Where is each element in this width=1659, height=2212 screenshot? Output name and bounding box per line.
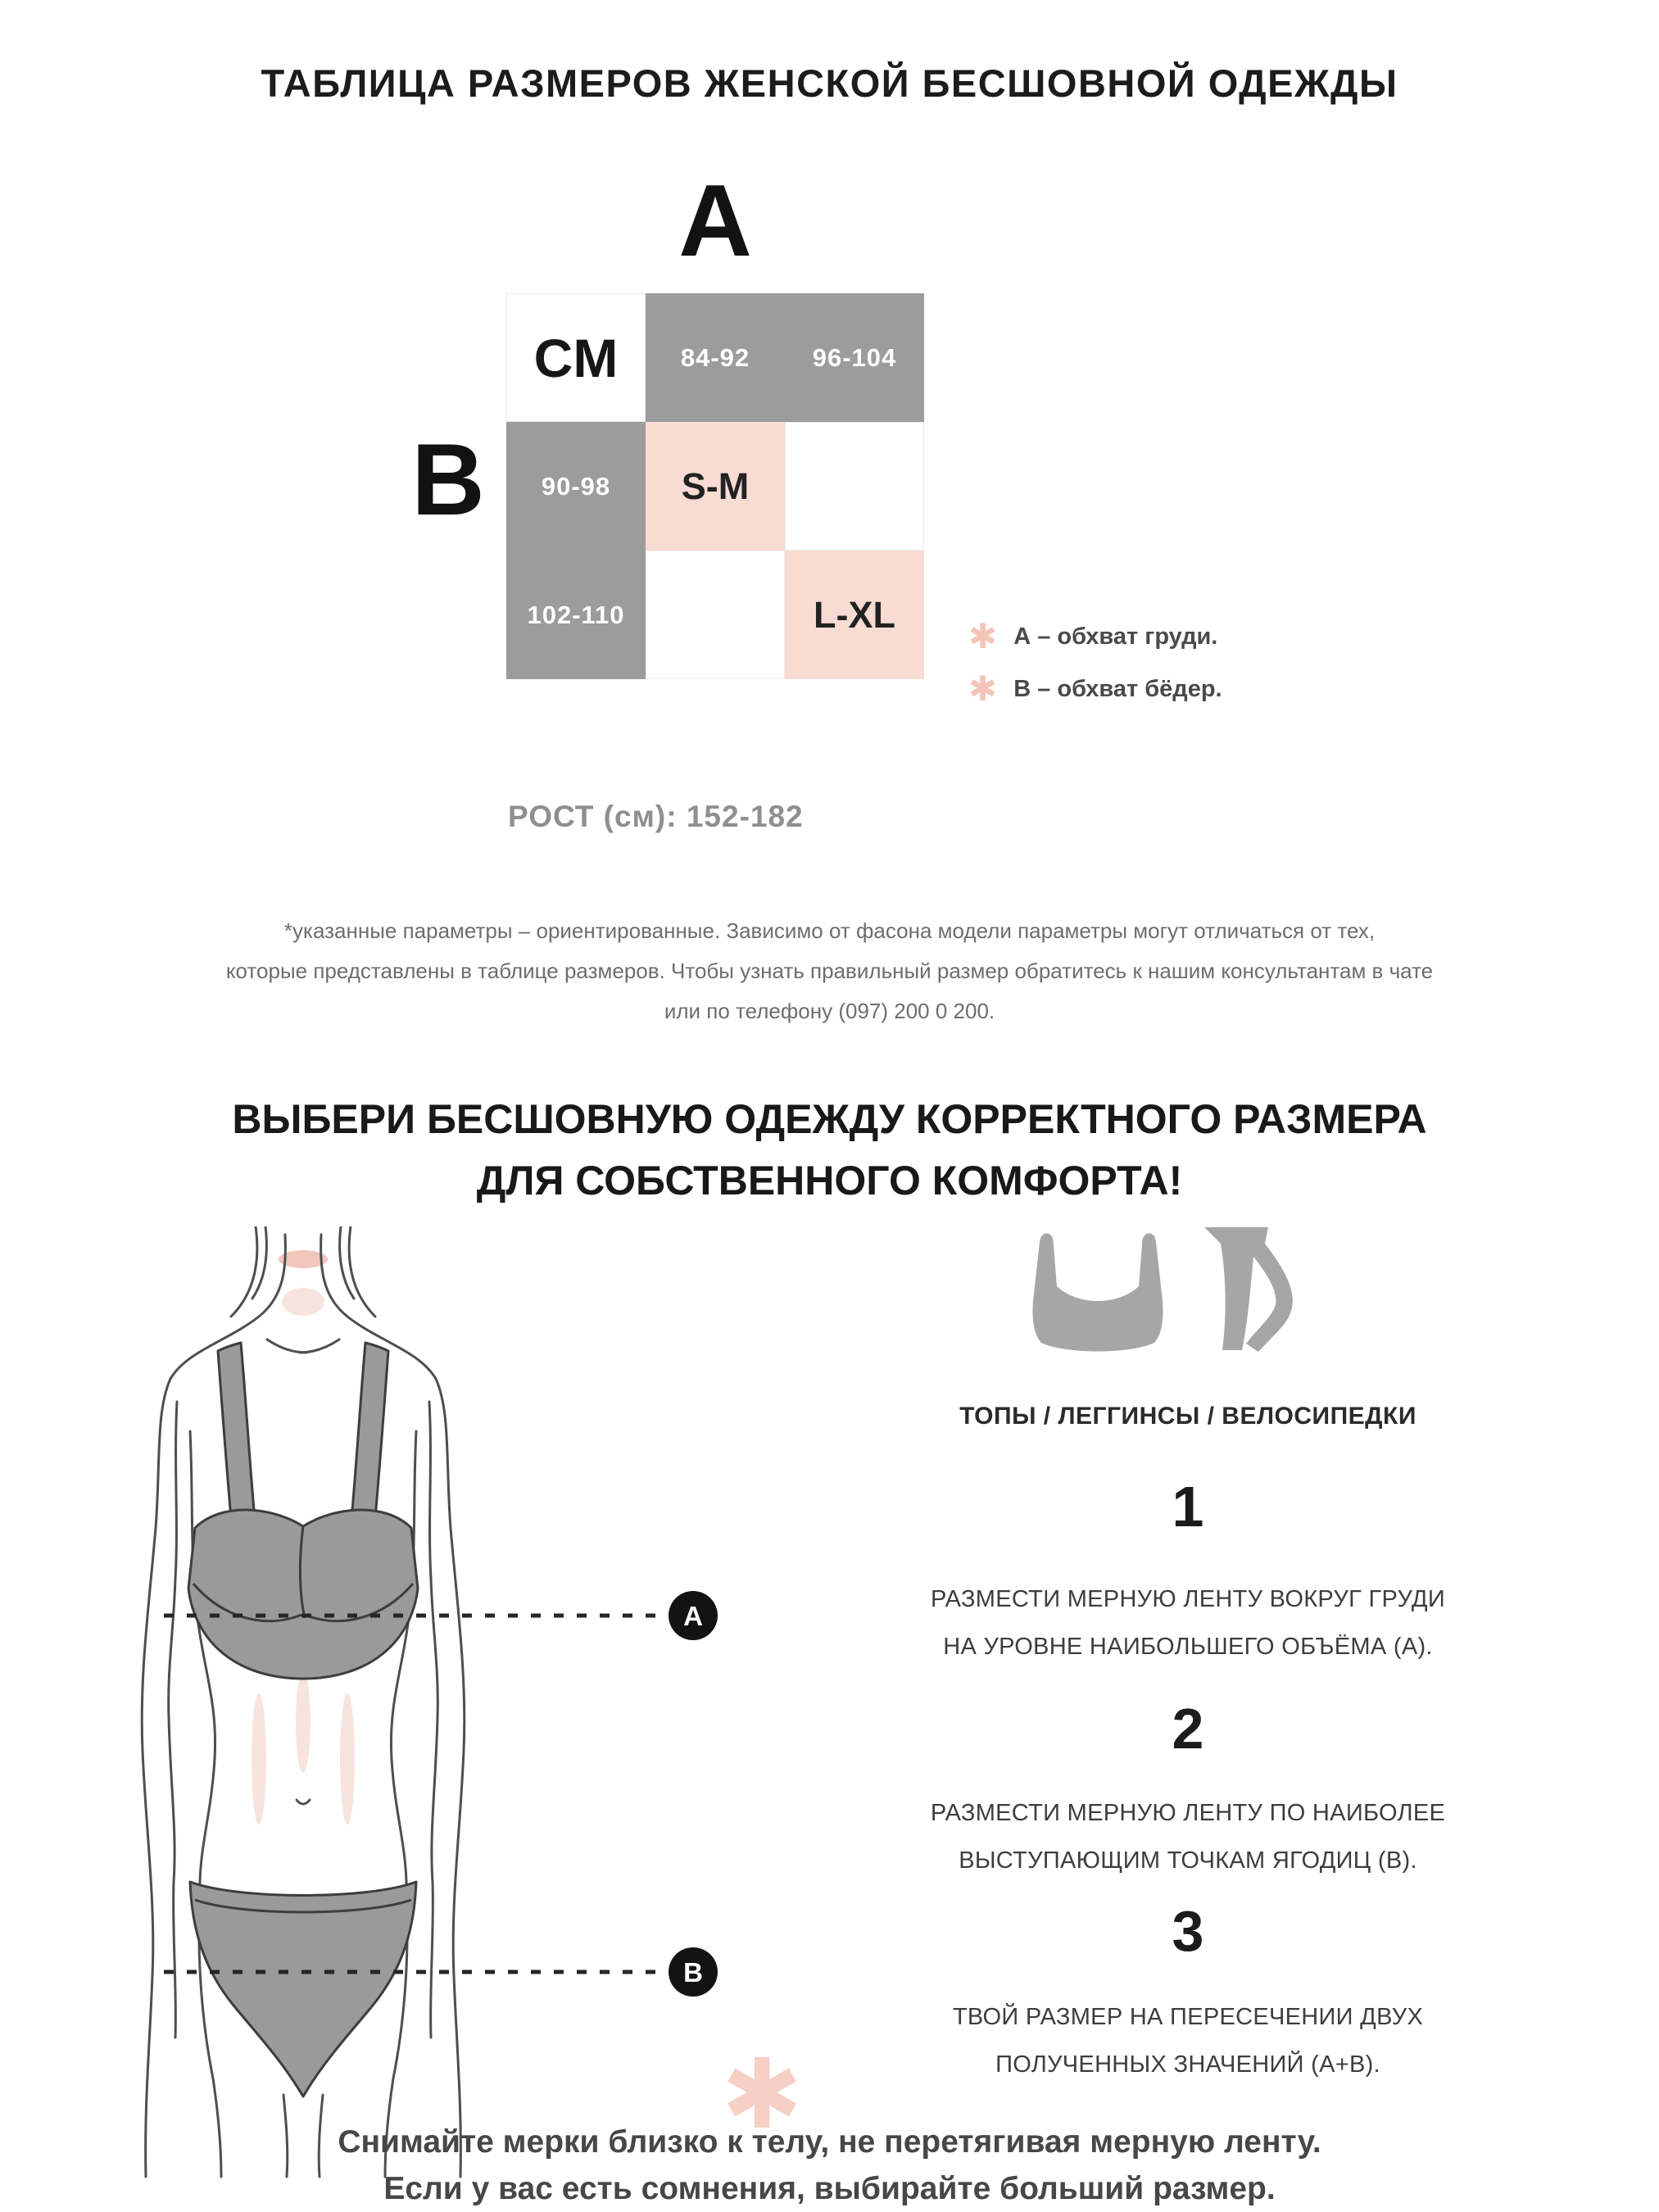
cell-hips-102-110: 102-110 xyxy=(506,551,646,679)
asterisk-icon: ✱ xyxy=(968,617,998,655)
step-text-3 xyxy=(827,1993,1548,2088)
cell-cm: CM xyxy=(506,293,646,422)
cell-bust-84-92: 84-92 xyxy=(646,293,785,422)
bottom-note-line-2: Если у вас есть сомнения, выбирайте больший размер. xyxy=(383,2171,1276,2206)
step-1-line-1: РАЗМЕСТИ МЕРНУЮ ЛЕНТУ ВОКРУГ ГРУДИ xyxy=(930,1586,1446,1612)
cell-size-s-m: S-M xyxy=(646,422,785,551)
marker-b-label: B xyxy=(683,1957,703,1988)
section-heading-line-1: ВЫБЕРИ БЕСШОВНУЮ ОДЕЖДУ КОРРЕКТНОГО РАЗМЕРА xyxy=(232,1096,1427,1142)
bottom-note xyxy=(0,2119,1659,2212)
asterisk-icon: ✱ xyxy=(968,669,998,708)
footnote-line-2: которые представлены в таблице размеров. Чтобы узнать правильный размер обратитесь к нашим консультантам в чате xyxy=(225,959,1434,983)
product-icons xyxy=(1008,1222,1352,1358)
size-table xyxy=(506,293,924,679)
cell-size-l-xl: L-XL xyxy=(785,551,924,679)
measurement-legend xyxy=(968,616,1222,709)
section-heading-line-2: ДЛЯ СОБСТВЕННОГО КОМФОРТА! xyxy=(476,1158,1183,1203)
cell-hips-90-98: 90-98 xyxy=(506,422,646,551)
height-range-note: РОСТ (см): 152-182 xyxy=(508,800,804,833)
legend-label-bust: А – обхват груди. xyxy=(1013,623,1218,650)
step-1-line-2: НА УРОВНЕ НАИБОЛЬШЕГО ОБЪЁМА (А). xyxy=(943,1634,1433,1660)
step-2-line-1: РАЗМЕСТИ МЕРНУЮ ЛЕНТУ ПО НАИБОЛЕЕ xyxy=(930,1800,1446,1826)
axis-b-label: B xyxy=(411,424,485,537)
step-3-line-1: ТВОЙ РАЗМЕР НА ПЕРЕСЕЧЕНИИ ДВУХ xyxy=(952,2004,1424,2030)
body-measurement-figure xyxy=(98,1226,746,2181)
cell-empty-1 xyxy=(785,422,924,551)
leggings-icon xyxy=(1204,1227,1293,1352)
footnote-line-1: *указанные параметры – ориентированные. Зависимо от фасона модели параметры могут отличаться от тех, xyxy=(283,918,1376,943)
step-number-2: 2 xyxy=(1172,1697,1204,1761)
legend-item-bust xyxy=(968,616,1222,657)
sports-top-icon xyxy=(1032,1233,1163,1351)
step-2-line-2: ВЫСТУПАЮЩИМ ТОЧКАМ ЯГОДИЦ (В). xyxy=(959,1847,1417,1874)
big-asterisk-icon: ✱ xyxy=(721,2041,803,2149)
marker-a-label: A xyxy=(683,1601,703,1631)
footnote xyxy=(0,911,1659,1031)
cell-bust-96-104: 96-104 xyxy=(785,293,924,422)
footnote-line-3: или по телефону (097) 200 0 200. xyxy=(664,999,995,1023)
step-text-1 xyxy=(827,1575,1548,1670)
products-label: ТОПЫ / ЛЕГГИНСЫ / ВЕЛОСИПЕДКИ xyxy=(959,1403,1416,1430)
step-number-1: 1 xyxy=(1172,1475,1204,1539)
section-heading xyxy=(0,1089,1659,1212)
bra-drawing xyxy=(188,1343,418,1679)
step-3-line-2: ПОЛУЧЕННЫХ ЗНАЧЕНИЙ (А+В). xyxy=(995,2051,1380,2078)
page-title: ТАБЛИЦА РАЗМЕРОВ ЖЕНСКОЙ БЕСШОВНОЙ ОДЕЖДЫ xyxy=(261,61,1398,105)
step-text-2 xyxy=(827,1789,1548,1884)
axis-a-label: A xyxy=(678,165,752,278)
legend-label-hips: В – обхват бёдер. xyxy=(1013,675,1222,702)
cell-empty-2 xyxy=(646,551,785,679)
step-number-3: 3 xyxy=(1172,1899,1204,1963)
legend-item-hips xyxy=(968,669,1222,709)
panties-drawing xyxy=(190,1882,416,2096)
bottom-note-line-1: Снимайте мерки близко к телу, не перетягивая мерную ленту. xyxy=(338,2124,1321,2160)
